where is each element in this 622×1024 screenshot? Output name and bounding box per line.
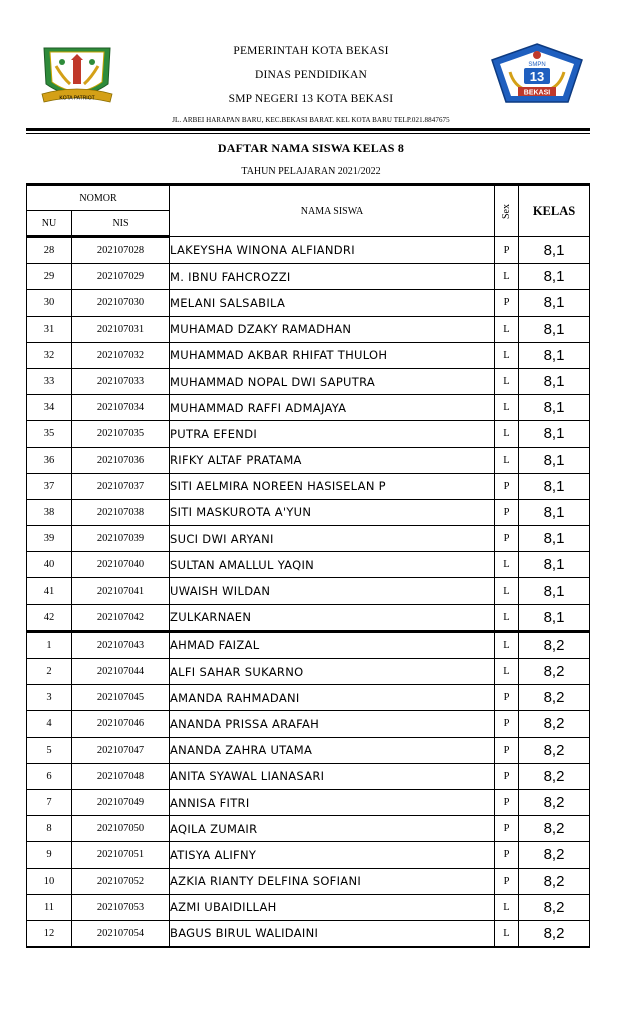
student-sex: P [495,237,519,264]
class-8-1-group [27,237,590,632]
student-name: ALFI SAHAR SUKARNO [170,659,495,685]
student-name: M. IBNU FAHCROZZI [170,264,495,290]
student-name: PUTRA EFENDI [170,421,495,447]
table-row [27,264,590,290]
student-nis: 202107032 [72,342,170,368]
student-class: 8,2 [519,659,590,685]
student-nis: 202107042 [72,604,170,631]
student-sex: P [495,789,519,815]
academic-year: TAHUN PELAJARAN 2021/2022 [241,166,381,177]
student-class: 8,1 [519,316,590,342]
student-nis: 202107031 [72,316,170,342]
student-sex: L [495,894,519,920]
table-row [27,342,590,368]
student-nis: 202107048 [72,763,170,789]
student-nis: 202107045 [72,685,170,711]
student-class: 8,1 [519,342,590,368]
header-kelas: KELAS [519,185,590,237]
student-class: 8,1 [519,421,590,447]
table-row [27,526,590,552]
student-sex: L [495,316,519,342]
student-class: 8,2 [519,920,590,947]
table-row [27,395,590,421]
student-number: 28 [27,237,72,264]
header-nis: NIS [72,211,170,237]
class-8-2-group [27,631,590,947]
student-number: 2 [27,659,72,685]
student-name: MUHAMMAD RAFFI ADMAJAYA [170,395,495,421]
table-row [27,631,590,658]
student-nis: 202107040 [72,552,170,578]
student-class: 8,1 [519,447,590,473]
student-number: 36 [27,447,72,473]
table-row [27,685,590,711]
student-name: ZULKARNAEN [170,604,495,631]
student-number: 12 [27,920,72,947]
student-nis: 202107034 [72,395,170,421]
student-nis: 202107029 [72,264,170,290]
student-name: MELANI SALSABILA [170,290,495,316]
student-number: 8 [27,816,72,842]
student-nis: 202107052 [72,868,170,894]
header-nama-siswa: NAMA SISWA [170,185,495,237]
letterhead [0,0,622,140]
student-name: SITI MASKUROTA A'YUN [170,499,495,525]
student-class: 8,1 [519,395,590,421]
student-class: 8,2 [519,737,590,763]
student-class: 8,2 [519,816,590,842]
student-name: ATISYA ALIFNY [170,842,495,868]
student-nis: 202107041 [72,578,170,604]
student-name: SUCI DWI ARYANI [170,526,495,552]
student-nis: 202107039 [72,526,170,552]
logo-number: 13 [529,69,545,84]
student-number: 34 [27,395,72,421]
student-name: ANITA SYAWAL LIANASARI [170,763,495,789]
student-number: 31 [27,316,72,342]
student-nis: 202107044 [72,659,170,685]
student-class: 8,1 [519,473,590,499]
student-name: ANANDA ZAHRA UTAMA [170,737,495,763]
student-class: 8,2 [519,789,590,815]
student-sex: P [495,499,519,525]
student-sex: L [495,342,519,368]
student-sex: P [495,737,519,763]
student-class: 8,1 [519,604,590,631]
student-sex: L [495,368,519,394]
student-name: LAKEYSHA WINONA ALFIANDRI [170,237,495,264]
table-row [27,711,590,737]
student-nis: 202107047 [72,737,170,763]
table-row [27,763,590,789]
student-name: AHMAD FAIZAL [170,631,495,658]
logo-top-text: SMPN [528,62,546,68]
table-row [27,290,590,316]
student-nis: 202107037 [72,473,170,499]
student-name: SULTAN AMALLUL YAQIN [170,552,495,578]
student-number: 1 [27,631,72,658]
student-number: 35 [27,421,72,447]
logo-city-text: BEKASI [523,89,551,97]
student-nis: 202107046 [72,711,170,737]
student-class: 8,2 [519,763,590,789]
letterhead-department: DINAS PENDIDIKAN [254,69,368,81]
table-row [27,816,590,842]
student-nis: 202107038 [72,499,170,525]
student-nis: 202107030 [72,290,170,316]
student-sex: P [495,868,519,894]
student-class: 8,1 [519,499,590,525]
student-sex: L [495,264,519,290]
student-sex: P [495,473,519,499]
student-sex: P [495,763,519,789]
student-name: RIFKY ALTAF PRATAMA [170,447,495,473]
student-nis: 202107033 [72,368,170,394]
table-row [27,920,590,947]
student-sex: L [495,659,519,685]
table-row [27,578,590,604]
table-row [27,552,590,578]
table-row [27,237,590,264]
student-name: BAGUS BIRUL WALIDAINI [170,920,495,947]
table-row [27,316,590,342]
student-name: AMANDA RAHMADANI [170,685,495,711]
student-number: 40 [27,552,72,578]
student-name: AZKIA RIANTY DELFINA SOFIANI [170,868,495,894]
student-number: 5 [27,737,72,763]
letterhead-government: PEMERINTAH KOTA BEKASI [233,45,389,57]
letterhead-school: SMP NEGERI 13 KOTA BEKASI [228,93,394,105]
student-sex: L [495,631,519,658]
student-class: 8,2 [519,842,590,868]
student-sex: L [495,421,519,447]
student-sex: L [495,604,519,631]
student-number: 41 [27,578,72,604]
student-nis: 202107049 [72,789,170,815]
student-class: 8,2 [519,894,590,920]
student-nis: 202107028 [72,237,170,264]
student-class: 8,2 [519,631,590,658]
student-sex: L [495,920,519,947]
table-row [27,894,590,920]
student-sex: P [495,711,519,737]
student-roster-table [26,183,590,948]
letterhead-divider-thin [26,133,590,134]
student-name: AZMI UBAIDILLAH [170,894,495,920]
student-number: 6 [27,763,72,789]
student-nis: 202107053 [72,894,170,920]
student-number: 32 [27,342,72,368]
student-number: 4 [27,711,72,737]
student-number: 33 [27,368,72,394]
student-sex: L [495,578,519,604]
student-number: 11 [27,894,72,920]
student-number: 37 [27,473,72,499]
header-sex: Sex [495,185,519,237]
student-number: 10 [27,868,72,894]
student-name: MUHAMMAD AKBAR RHIFAT THULOH [170,342,495,368]
student-class: 8,1 [519,264,590,290]
header-nomor: NOMOR [27,185,170,211]
student-class: 8,1 [519,578,590,604]
student-sex: P [495,685,519,711]
student-nis: 202107043 [72,631,170,658]
student-sex: L [495,552,519,578]
table-row [27,842,590,868]
student-class: 8,1 [519,237,590,264]
student-name: MUHAMAD DZAKY RAMADHAN [170,316,495,342]
student-sex: P [495,526,519,552]
document-title: DAFTAR NAMA SISWA KELAS 8 [217,141,405,155]
student-sex: L [495,447,519,473]
table-row [27,368,590,394]
table-row [27,499,590,525]
student-class: 8,2 [519,868,590,894]
school-address: JL. ARBEI HARAPAN BARU, KEC.BEKASI BARAT. KEL KOTA BARU TELP.021.8847675 [172,116,450,124]
student-nis: 202107054 [72,920,170,947]
student-name: UWAISH WILDAN [170,578,495,604]
table-row [27,473,590,499]
student-class: 8,2 [519,685,590,711]
student-class: 8,1 [519,368,590,394]
student-number: 3 [27,685,72,711]
header-nu: NU [27,211,72,237]
table-row [27,604,590,631]
student-number: 38 [27,499,72,525]
student-sex: P [495,816,519,842]
table-row [27,737,590,763]
letterhead-divider-thick [26,128,590,131]
smpn-13-logo-icon [488,42,586,104]
student-name: ANNISA FITRI [170,789,495,815]
student-nis: 202107036 [72,447,170,473]
student-number: 29 [27,264,72,290]
student-number: 7 [27,789,72,815]
student-nis: 202107051 [72,842,170,868]
student-name: AQILA ZUMAIR [170,816,495,842]
student-number: 30 [27,290,72,316]
student-sex: L [495,395,519,421]
student-class: 8,1 [519,526,590,552]
logo-banner-text: KOTA PATRIOT [59,95,95,102]
student-nis: 202107035 [72,421,170,447]
student-name: SITI AELMIRA NOREEN HASISELAN P [170,473,495,499]
table-row [27,447,590,473]
student-sex: P [495,842,519,868]
student-number: 42 [27,604,72,631]
student-class: 8,2 [519,711,590,737]
table-row [27,421,590,447]
table-row [27,789,590,815]
student-name: ANANDA PRISSA ARAFAH [170,711,495,737]
student-name: MUHAMMAD NOPAL DWI SAPUTRA [170,368,495,394]
table-row [27,868,590,894]
student-class: 8,1 [519,290,590,316]
student-class: 8,1 [519,552,590,578]
table-row [27,659,590,685]
student-sex: P [495,290,519,316]
student-number: 9 [27,842,72,868]
student-nis: 202107050 [72,816,170,842]
student-number: 39 [27,526,72,552]
